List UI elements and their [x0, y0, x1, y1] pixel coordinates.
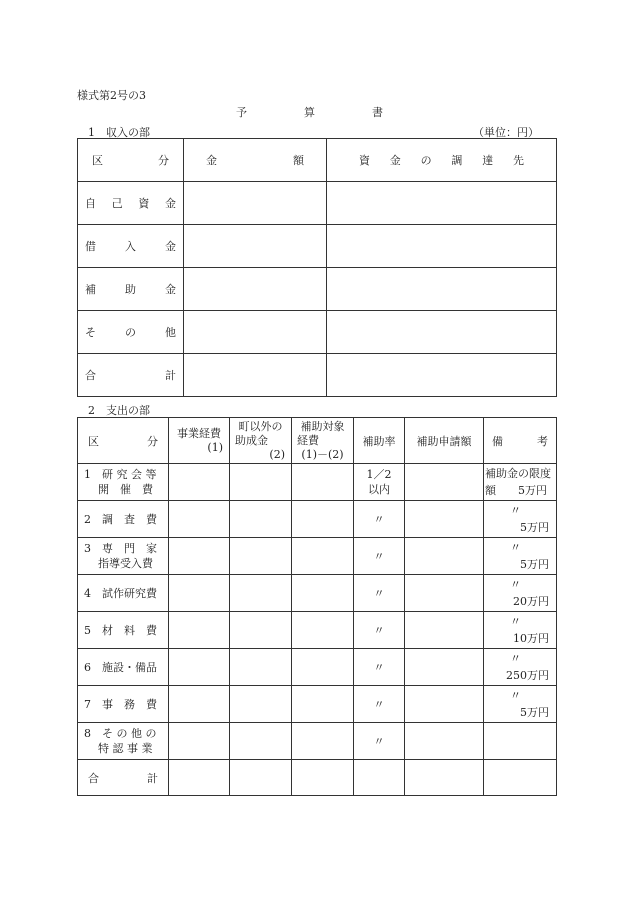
remarks-cell [484, 464, 557, 501]
expense-amount-cell[interactable] [292, 501, 354, 538]
remarks-text: 〃 [510, 541, 521, 554]
expense-row-label [78, 612, 169, 649]
expense-amount-cell[interactable] [169, 723, 230, 760]
subsidy-rate-text: 1／2 [366, 468, 392, 481]
expense-amount-cell[interactable] [230, 538, 292, 575]
expense-total-cell[interactable] [354, 760, 405, 796]
income-row-label [78, 268, 184, 311]
subsidy-rate-cell [354, 686, 405, 723]
label-char: 合 [88, 771, 99, 785]
expense-item-line1: 8 そ の 他 の [84, 727, 157, 740]
income-source-cell[interactable] [327, 225, 557, 268]
label-char: 己 [111, 197, 123, 210]
expense-amount-cell[interactable] [292, 649, 354, 686]
income-col-category [78, 139, 184, 182]
remarks-text: 〃 [510, 689, 521, 702]
expense-amount-cell[interactable] [292, 464, 354, 501]
subsidy-rate-text: 〃 [373, 660, 385, 674]
subsidy-rate-text: 〃 [373, 697, 385, 711]
remarks-cell [484, 538, 557, 575]
expense-amount-cell[interactable] [230, 464, 292, 501]
expense-header-row [78, 418, 557, 464]
income-row [78, 268, 557, 311]
income-total-row [78, 354, 557, 397]
remarks-text: 5万円 [520, 521, 549, 534]
remarks-cell [484, 686, 557, 723]
remarks-text: 5万円 [520, 558, 549, 571]
label-char: 合 [85, 369, 96, 382]
remarks-cell [484, 723, 557, 760]
label-char: 他 [165, 326, 176, 339]
label-char: 資 [138, 197, 150, 210]
expense-amount-cell[interactable] [169, 686, 230, 723]
income-total-label [78, 354, 184, 397]
subsidy-target-title-2: 経費 [297, 433, 319, 447]
expense-section-label: 2 支出の部 [88, 404, 150, 417]
subsidy-rate-cell [354, 649, 405, 686]
expense-row-label [78, 501, 169, 538]
remarks-text: 補助金の限度 [485, 467, 551, 480]
expense-body [78, 464, 557, 760]
expense-amount-cell[interactable] [292, 686, 354, 723]
other-grant-title-2: 助成金 [235, 433, 268, 447]
subsidy-rate-text: 〃 [373, 549, 385, 563]
label-char: 計 [165, 369, 176, 382]
title-char: 算 [304, 106, 315, 119]
label-char: 分 [158, 154, 169, 167]
income-col-amount [184, 139, 327, 182]
expense-item-line1: 2 調 査 費 [84, 512, 157, 526]
label-char: 自 [85, 197, 96, 210]
remarks-text: 額 5万円 [485, 484, 547, 497]
expense-amount-cell[interactable] [169, 464, 230, 501]
income-row [78, 225, 557, 268]
subsidy-rate-text: 〃 [373, 623, 385, 637]
expense-item-line1: 3 専 門 家 [84, 542, 157, 555]
income-col-source [327, 139, 557, 182]
expense-col-other-grant [230, 418, 292, 464]
label-char: 計 [147, 771, 158, 785]
income-amount-cell[interactable] [184, 182, 327, 225]
expense-amount-cell[interactable] [292, 538, 354, 575]
expense-row [78, 612, 557, 649]
expense-item-line2: 開 催 費 [98, 483, 153, 496]
label-char: 区 [88, 434, 99, 448]
income-table [77, 138, 557, 397]
title-char: 書 [372, 106, 383, 119]
remarks-text: 5万円 [520, 706, 549, 719]
expense-row-label [78, 575, 169, 612]
expense-total-label [78, 760, 169, 796]
remarks-text: 〃 [510, 504, 521, 517]
expense-col-remarks [484, 418, 557, 464]
expense-total-cell[interactable] [405, 760, 484, 796]
unit-label: （単位：円） [473, 126, 539, 139]
application-amount-cell[interactable] [405, 501, 484, 538]
expense-amount-cell[interactable] [230, 575, 292, 612]
label-char: 助 [125, 283, 136, 296]
expense-item-line1: 4 試作研究費 [84, 586, 157, 600]
expense-amount-cell[interactable] [230, 686, 292, 723]
label-char: そ [85, 326, 96, 339]
remarks-text: 〃 [510, 652, 521, 665]
income-amount-cell[interactable] [184, 311, 327, 354]
label-char: 補 [85, 283, 96, 296]
label-char: 考 [537, 434, 548, 448]
expense-col-category [78, 418, 169, 464]
income-source-cell[interactable] [327, 182, 557, 225]
subsidy-rate-cell [354, 612, 405, 649]
expense-col-subsidy-rate: 補助率 [354, 418, 405, 464]
expense-row [78, 501, 557, 538]
remarks-cell [484, 612, 557, 649]
project-cost-title: 事業経費 [177, 426, 221, 440]
application-amount-cell[interactable] [405, 723, 484, 760]
remarks-cell [484, 575, 557, 612]
label-char: の [125, 326, 136, 339]
expense-row-label [78, 464, 169, 501]
expense-item-line2: 特 認 事 業 [98, 742, 153, 755]
income-section-label: 1 収入の部 [88, 126, 150, 139]
subsidy-rate-text: 〃 [373, 734, 385, 748]
income-amount-cell[interactable] [184, 268, 327, 311]
expense-amount-cell[interactable] [230, 612, 292, 649]
expense-row [78, 538, 557, 575]
expense-total-cell[interactable] [292, 760, 354, 796]
project-cost-number: (1) [207, 440, 223, 454]
label-char: 区 [92, 154, 103, 167]
income-row-label [78, 311, 184, 354]
label-char: 分 [147, 434, 158, 448]
expense-amount-cell[interactable] [169, 649, 230, 686]
application-amount-cell[interactable] [405, 612, 484, 649]
application-amount-cell[interactable] [405, 464, 484, 501]
other-grant-number: (2) [269, 447, 285, 461]
expense-total-cell[interactable] [230, 760, 292, 796]
expense-amount-cell[interactable] [230, 649, 292, 686]
subsidy-target-title-1: 補助対象 [300, 419, 345, 433]
subsidy-rate-text: 以内 [368, 483, 390, 496]
expense-row-label [78, 538, 169, 575]
expense-row [78, 575, 557, 612]
label-char: 金 [206, 154, 217, 167]
expense-amount-cell[interactable] [169, 501, 230, 538]
expense-row [78, 686, 557, 723]
expense-amount-cell[interactable] [230, 501, 292, 538]
label-char: 備 [492, 434, 503, 448]
subsidy-rate-cell [354, 575, 405, 612]
expense-amount-cell[interactable] [292, 612, 354, 649]
income-source-cell[interactable] [327, 311, 557, 354]
remarks-text: 〃 [510, 615, 521, 628]
label-char: 金 [164, 197, 176, 210]
label-char: 資 [359, 154, 370, 167]
label-char: 金 [165, 283, 176, 296]
remarks-text: 10万円 [513, 632, 549, 645]
label-char: 入 [125, 240, 136, 253]
label-char: 調 [451, 154, 463, 167]
expense-amount-cell[interactable] [169, 612, 230, 649]
subsidy-rate-cell [354, 538, 405, 575]
expense-amount-cell[interactable] [292, 723, 354, 760]
title-char: 予 [236, 106, 247, 119]
label-char: 借 [85, 240, 96, 253]
expense-total-row [78, 760, 557, 796]
remarks-text: 〃 [510, 578, 521, 591]
label-char: 達 [482, 154, 494, 167]
subsidy-rate-text: 〃 [373, 512, 385, 526]
label-char: の [420, 154, 432, 167]
application-amount-cell[interactable] [405, 575, 484, 612]
expense-row [78, 464, 557, 501]
subsidy-target-formula: (1)－(2) [301, 447, 344, 461]
subsidy-rate-cell [354, 723, 405, 760]
label-char: 金 [165, 240, 176, 253]
label-char: 額 [293, 154, 304, 167]
expense-amount-cell[interactable] [169, 538, 230, 575]
expense-row-label [78, 649, 169, 686]
expense-item-line1: 7 事 務 費 [84, 697, 157, 711]
expense-row [78, 723, 557, 760]
document-title [236, 104, 383, 120]
expense-item-line2: 指導受入費 [98, 557, 153, 570]
remarks-cell [484, 501, 557, 538]
expense-total-cell[interactable] [169, 760, 230, 796]
other-grant-title-1: 町以外の [238, 419, 283, 433]
expense-item-line1: 1 研 究 会 等 [84, 468, 157, 481]
income-amount-cell[interactable] [184, 225, 327, 268]
remarks-cell [484, 649, 557, 686]
expense-col-application-amount: 補助申請額 [405, 418, 484, 464]
application-amount-cell[interactable] [405, 686, 484, 723]
expense-col-subsidy-target [292, 418, 354, 464]
expense-amount-cell[interactable] [169, 575, 230, 612]
income-row-label [78, 225, 184, 268]
label-char: 金 [389, 154, 401, 167]
income-total-source-cell[interactable] [327, 354, 557, 397]
label-char: 先 [512, 154, 524, 167]
expense-amount-cell[interactable] [292, 575, 354, 612]
form-number: 様式第2号の3 [77, 89, 146, 102]
income-header-row [78, 139, 557, 182]
income-row-label [78, 182, 184, 225]
application-amount-cell[interactable] [405, 649, 484, 686]
remarks-text: 20万円 [513, 595, 549, 608]
income-total-amount-cell[interactable] [184, 354, 327, 397]
expense-row [78, 649, 557, 686]
remarks-text: 250万円 [506, 669, 549, 682]
subsidy-rate-cell [354, 464, 405, 501]
expense-item-line1: 5 材 料 費 [84, 623, 157, 637]
expense-table [77, 417, 557, 796]
subsidy-rate-text: 〃 [373, 586, 385, 600]
expense-item-line1: 6 施設・備品 [84, 660, 157, 674]
expense-total-cell[interactable] [484, 760, 557, 796]
income-source-cell[interactable] [327, 268, 557, 311]
expense-col-project-cost [169, 418, 230, 464]
expense-row-label [78, 723, 169, 760]
income-row [78, 182, 557, 225]
expense-amount-cell[interactable] [230, 723, 292, 760]
application-amount-cell[interactable] [405, 538, 484, 575]
expense-row-label [78, 686, 169, 723]
subsidy-rate-cell [354, 501, 405, 538]
income-row [78, 311, 557, 354]
